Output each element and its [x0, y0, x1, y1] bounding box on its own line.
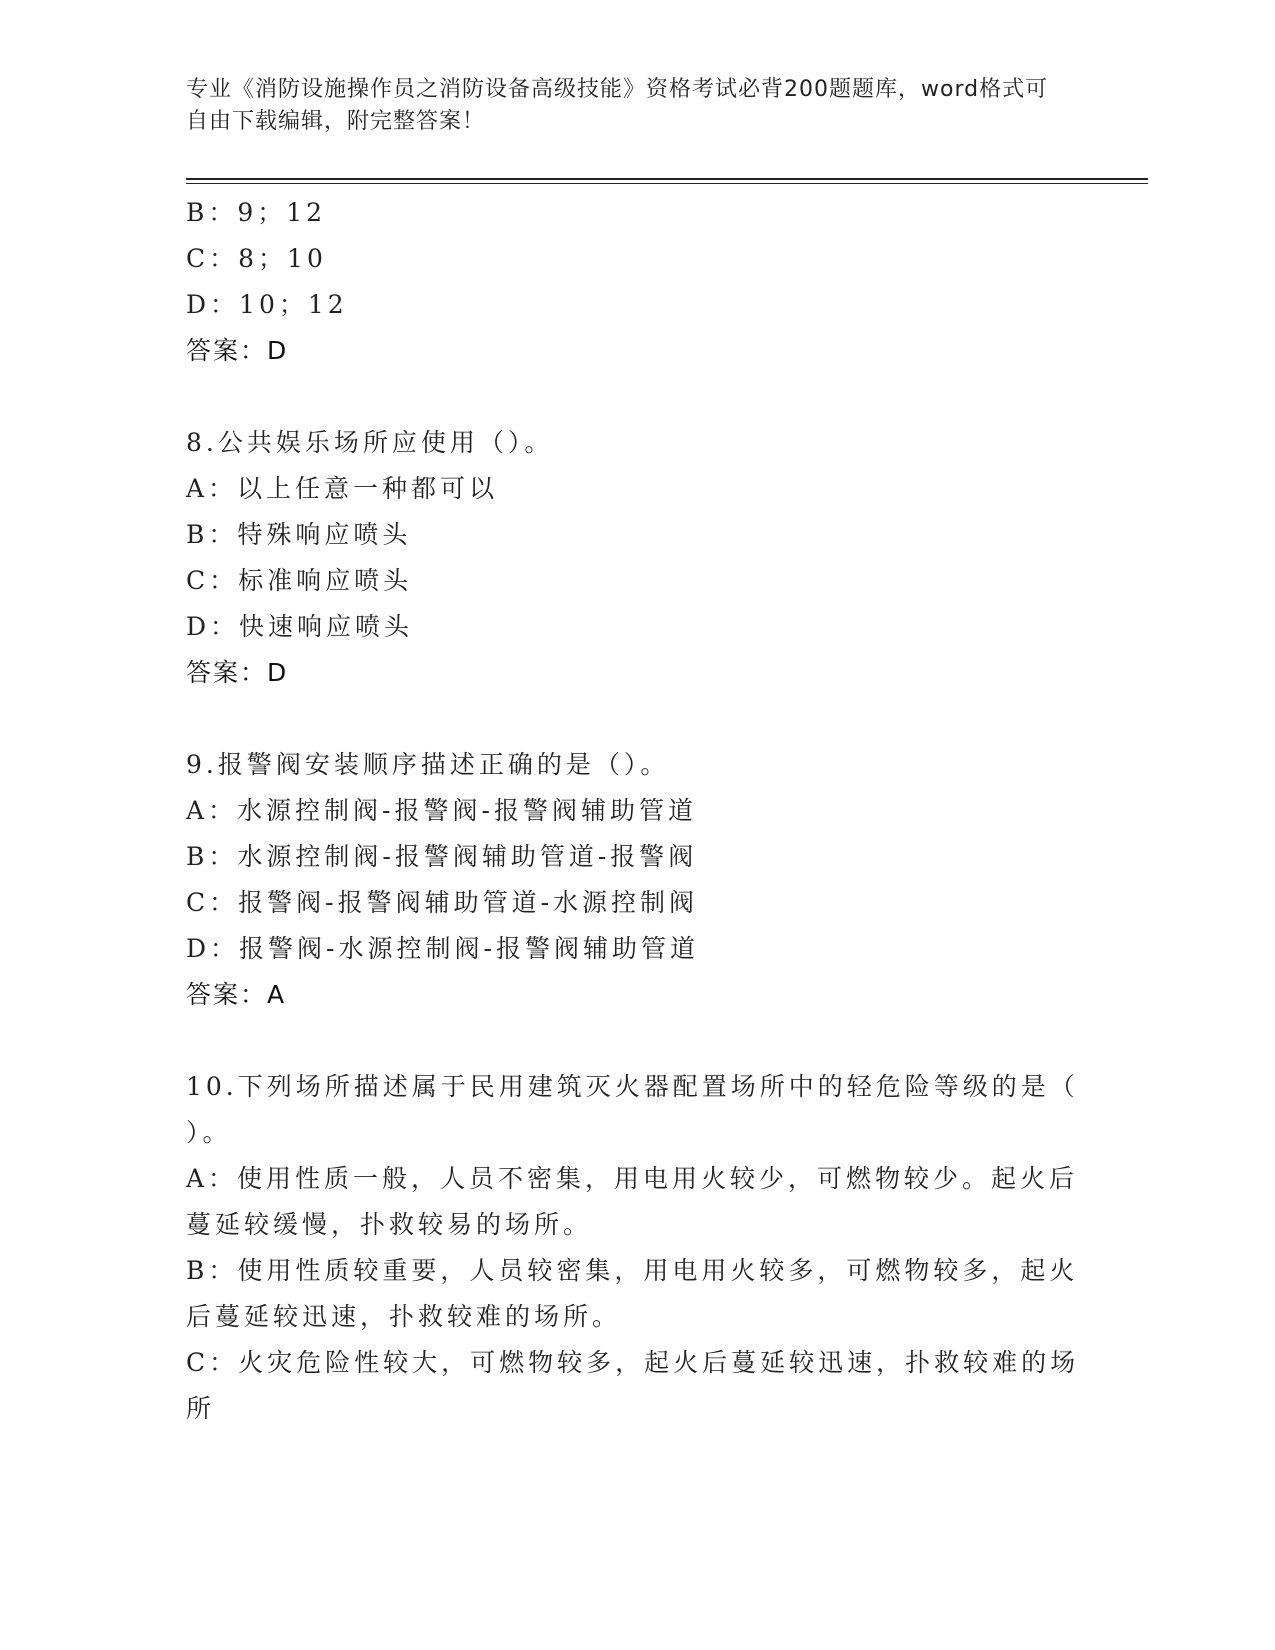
option-d: D：10；12 — [186, 290, 348, 319]
option-b: B：特殊响应喷头 — [186, 520, 412, 549]
option-c-line-2: 所 — [186, 1394, 216, 1423]
question-9 — [186, 742, 1066, 1018]
question-10 — [186, 1064, 1080, 1432]
answer-line: 答案：D — [186, 658, 289, 687]
option-c: C：标准响应喷头 — [186, 566, 413, 595]
option-b-line-2: 后蔓延较迅速，扑救较难的场所。 — [186, 1302, 622, 1331]
option-a: A：以上任意一种都可以 — [186, 474, 499, 503]
option-c-line-1: C：火灾危险性较大，可燃物较多，起火后蔓延较迅速，扑救较难的场 — [186, 1348, 1080, 1377]
answer-line: 答案：D — [186, 336, 289, 365]
option-b: B：水源控制阀-报警阀辅助管道-报警阀 — [186, 842, 698, 871]
document-header: 专业《消防设施操作员之消防设备高级技能》资格考试必背200题题库，word格式可自由下载编辑，附完整答案！ — [186, 77, 1049, 134]
answer-line: 答案：A — [186, 980, 287, 1009]
question-stem: 8.公共娱乐场所应使用（）。 — [186, 428, 554, 457]
option-b-line-1: B：使用性质较重要，人员较密集，用电用火较多，可燃物较多，起火 — [186, 1256, 1079, 1285]
question-stem: 9.报警阀安装顺序描述正确的是（）。 — [186, 750, 670, 779]
question-spacer — [186, 374, 1066, 420]
header-rule-thin — [186, 183, 1148, 184]
question-content — [186, 190, 1080, 1432]
option-c: C：8；10 — [186, 244, 327, 273]
option-b: B：9；12 — [186, 198, 327, 227]
question-spacer — [186, 1018, 1066, 1064]
question-8 — [186, 420, 1066, 696]
question-stem-line-2: ）。 — [186, 1118, 232, 1147]
option-a-line-2: 蔓延较缓慢，扑救较易的场所。 — [186, 1210, 593, 1239]
question-7-continued — [186, 190, 1066, 374]
option-a: A：水源控制阀-报警阀-报警阀辅助管道 — [186, 796, 697, 825]
option-d: D：报警阀-水源控制阀-报警阀辅助管道 — [186, 934, 699, 963]
question-stem-line-1: 10.下列场所描述属于民用建筑灭火器配置场所中的轻危险等级的是（ — [186, 1072, 1079, 1101]
option-c: C：报警阀-报警阀辅助管道-水源控制阀 — [186, 888, 699, 917]
option-a-line-1: A：使用性质一般，人员不密集，用电用火较少，可燃物较少。起火后 — [186, 1164, 1079, 1193]
header-rule-thick — [186, 178, 1148, 180]
option-d: D：快速响应喷头 — [186, 612, 414, 641]
question-spacer — [186, 696, 1066, 742]
